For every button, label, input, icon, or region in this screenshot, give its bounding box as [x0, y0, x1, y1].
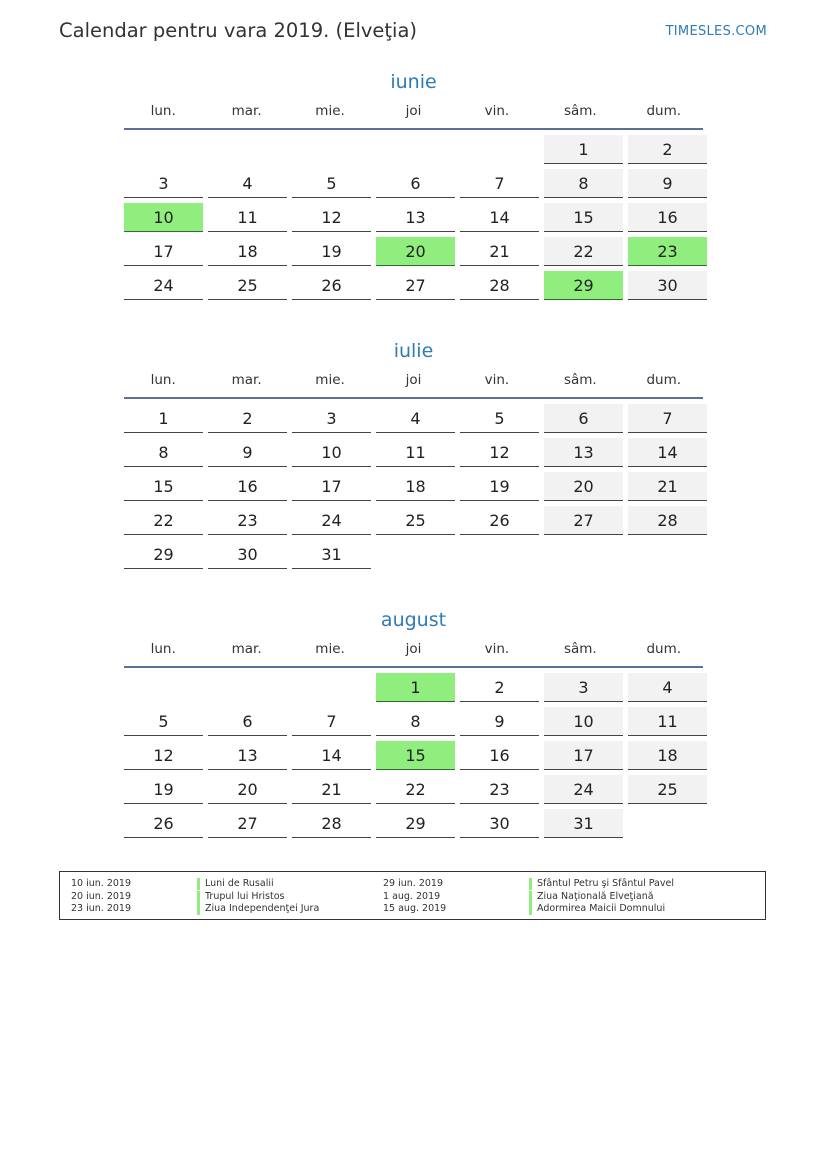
day-cell: 6: [376, 169, 455, 198]
legend-date: 1 aug. 2019: [383, 890, 441, 902]
day-cell: 5: [460, 404, 539, 433]
day-cell: 4: [628, 673, 707, 702]
day-cell: 14: [460, 203, 539, 232]
page-title: Calendar pentru vara 2019. (Elveţia): [59, 19, 418, 42]
day-cell: 16: [460, 741, 539, 770]
day-cell: 24: [292, 506, 371, 535]
day-grid: [124, 135, 703, 300]
holiday-day-cell: 15: [376, 741, 455, 770]
day-cell: 25: [208, 271, 287, 300]
day-cell: 9: [460, 707, 539, 736]
day-cell: 24: [124, 271, 203, 300]
day-cell: 27: [544, 506, 623, 535]
month-name: iulie: [393, 340, 434, 362]
day-cell: 3: [292, 404, 371, 433]
day-cell: 2: [208, 404, 287, 433]
day-cell: 18: [208, 237, 287, 266]
day-cell: 12: [460, 438, 539, 467]
weekday-label: lun.: [150, 103, 176, 119]
empty-cell: [292, 135, 371, 164]
day-cell: 9: [628, 169, 707, 198]
weekday-label: dum.: [646, 641, 682, 657]
day-cell: 16: [628, 203, 707, 232]
day-cell: 11: [376, 438, 455, 467]
weekday-label: mie.: [315, 641, 345, 657]
day-cell: 4: [208, 169, 287, 198]
day-cell: 28: [292, 809, 371, 838]
holiday-day-cell: 23: [628, 237, 707, 266]
day-cell: 9: [208, 438, 287, 467]
day-cell: 27: [208, 809, 287, 838]
day-cell: 6: [208, 707, 287, 736]
legend-date: 29 iun. 2019: [383, 878, 444, 889]
weekday-label: joi: [405, 103, 422, 119]
day-cell: 23: [460, 775, 539, 804]
day-cell: 1: [124, 404, 203, 433]
day-cell: 23: [208, 506, 287, 535]
brand-link[interactable]: TIMESLES.COM: [665, 24, 767, 39]
day-cell: 25: [376, 506, 455, 535]
day-cell: 22: [124, 506, 203, 535]
day-cell: 16: [208, 472, 287, 501]
day-cell: 8: [124, 438, 203, 467]
day-cell: 15: [124, 472, 203, 501]
day-cell: 30: [460, 809, 539, 838]
legend-holiday-name: Ziua Independenţei Jura: [197, 903, 319, 915]
day-cell: 10: [544, 707, 623, 736]
day-cell: 18: [628, 741, 707, 770]
day-cell: 22: [376, 775, 455, 804]
day-cell: 12: [292, 203, 371, 232]
holiday-day-cell: 29: [544, 271, 623, 300]
weekday-label: vin.: [484, 103, 510, 119]
day-cell: 28: [628, 506, 707, 535]
legend-holiday-name: Trupul lui Hristos: [197, 891, 285, 903]
weekday-label: mar.: [231, 641, 262, 657]
legend-holiday-name: Adormirea Maicii Domnului: [529, 903, 665, 915]
day-cell: 7: [460, 169, 539, 198]
day-cell: 19: [460, 472, 539, 501]
day-cell: 22: [544, 237, 623, 266]
day-cell: 7: [628, 404, 707, 433]
day-cell: 7: [292, 707, 371, 736]
weekday-label: sâm.: [563, 641, 597, 657]
day-cell: 20: [208, 775, 287, 804]
day-cell: 5: [292, 169, 371, 198]
holiday-day-cell: 10: [124, 203, 203, 232]
day-cell: 13: [376, 203, 455, 232]
empty-cell: [124, 135, 203, 164]
day-cell: 15: [544, 203, 623, 232]
day-cell: 26: [460, 506, 539, 535]
day-cell: 14: [628, 438, 707, 467]
empty-cell: [376, 135, 455, 164]
weekday-label: vin.: [484, 372, 510, 388]
day-cell: 31: [292, 540, 371, 569]
day-cell: 25: [628, 775, 707, 804]
day-cell: 8: [544, 169, 623, 198]
day-cell: 19: [124, 775, 203, 804]
empty-cell: [292, 673, 371, 702]
weekday-label: sâm.: [563, 103, 597, 119]
day-cell: 28: [460, 271, 539, 300]
legend-date: 10 iun. 2019: [71, 878, 132, 889]
day-cell: 11: [628, 707, 707, 736]
weekday-label: mar.: [231, 372, 262, 388]
weekday-header: [124, 640, 703, 668]
day-grid: [124, 404, 703, 569]
holiday-day-cell: 20: [376, 237, 455, 266]
weekday-label: joi: [405, 372, 422, 388]
day-cell: 21: [292, 775, 371, 804]
day-cell: 13: [208, 741, 287, 770]
day-cell: 31: [544, 809, 623, 838]
day-cell: 30: [208, 540, 287, 569]
weekday-label: mar.: [231, 103, 262, 119]
weekday-label: dum.: [646, 103, 682, 119]
empty-cell: [124, 673, 203, 702]
day-cell: 20: [544, 472, 623, 501]
day-cell: 17: [292, 472, 371, 501]
day-cell: 3: [544, 673, 623, 702]
day-cell: 6: [544, 404, 623, 433]
day-cell: 3: [124, 169, 203, 198]
weekday-header: [124, 102, 703, 130]
empty-cell: [208, 673, 287, 702]
day-cell: 21: [460, 237, 539, 266]
day-cell: 4: [376, 404, 455, 433]
day-cell: 29: [124, 540, 203, 569]
day-cell: 29: [376, 809, 455, 838]
legend-date: 15 aug. 2019: [383, 903, 447, 914]
day-cell: 17: [544, 741, 623, 770]
holiday-day-cell: 1: [376, 673, 455, 702]
day-cell: 14: [292, 741, 371, 770]
day-cell: 18: [376, 472, 455, 501]
month-august: [124, 606, 703, 838]
holiday-legend: [59, 871, 766, 920]
month-name: august: [380, 609, 447, 631]
day-cell: 19: [292, 237, 371, 266]
legend-date: 20 iun. 2019: [71, 890, 132, 902]
day-cell: 30: [628, 271, 707, 300]
weekday-label: sâm.: [563, 372, 597, 388]
day-cell: 8: [376, 707, 455, 736]
legend-holiday-name: Sfântul Petru şi Sfântul Pavel: [529, 878, 674, 890]
day-cell: 13: [544, 438, 623, 467]
weekday-label: mie.: [315, 372, 345, 388]
weekday-label: mie.: [315, 103, 345, 119]
day-cell: 10: [292, 438, 371, 467]
month-name: iunie: [390, 71, 437, 93]
day-cell: 5: [124, 707, 203, 736]
legend-holiday-name: Ziua Naţională Elveţiană: [529, 891, 654, 903]
legend-date: 23 iun. 2019: [71, 903, 132, 914]
weekday-label: lun.: [150, 372, 176, 388]
day-cell: 12: [124, 741, 203, 770]
weekday-label: lun.: [150, 641, 176, 657]
weekday-label: dum.: [646, 372, 682, 388]
day-cell: 2: [628, 135, 707, 164]
day-cell: 17: [124, 237, 203, 266]
day-cell: 21: [628, 472, 707, 501]
weekday-header: [124, 371, 703, 399]
weekday-label: vin.: [484, 641, 510, 657]
day-cell: 11: [208, 203, 287, 232]
day-cell: 26: [292, 271, 371, 300]
weekday-label: joi: [405, 641, 422, 657]
empty-cell: [208, 135, 287, 164]
month-iunie: [124, 68, 703, 300]
month-iulie: [124, 337, 703, 569]
day-cell: 27: [376, 271, 455, 300]
day-cell: 24: [544, 775, 623, 804]
day-grid: [124, 673, 703, 838]
day-cell: 1: [544, 135, 623, 164]
day-cell: 26: [124, 809, 203, 838]
empty-cell: [460, 135, 539, 164]
day-cell: 2: [460, 673, 539, 702]
legend-holiday-name: Luni de Rusalii: [197, 878, 274, 890]
